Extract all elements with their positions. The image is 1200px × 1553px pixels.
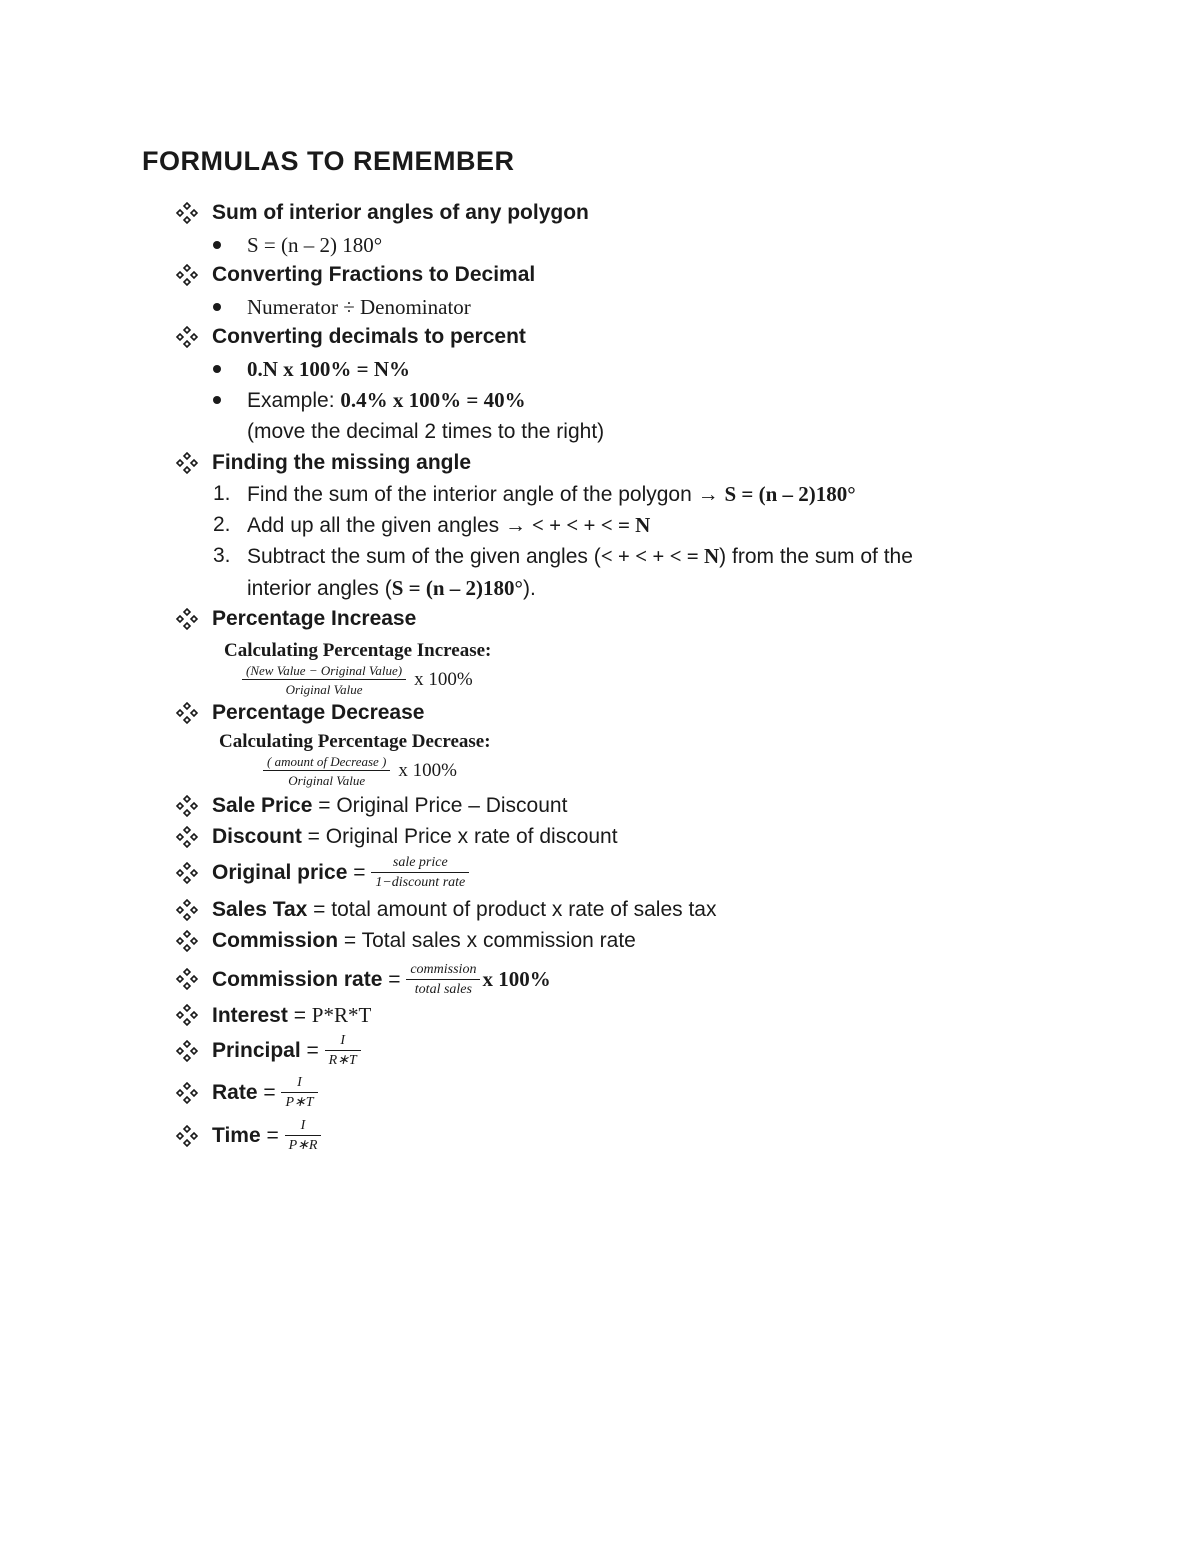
definition-text: = total amount of product x rate of sales tax — [307, 898, 717, 921]
fraction — [285, 1119, 322, 1153]
step-text-part: ) from the sum of the — [719, 545, 913, 568]
multiplier: x 100% — [414, 669, 473, 690]
equals-sign: = — [287, 1004, 312, 1027]
formula-equation — [263, 755, 491, 787]
four-diamond-bullet-icon — [176, 899, 198, 921]
filled-circle-bullet-icon — [213, 365, 221, 373]
fraction — [371, 856, 469, 890]
formula-equation — [242, 664, 491, 696]
four-diamond-bullet-icon — [176, 326, 198, 348]
formula-title: Calculating Percentage Decrease: — [219, 731, 491, 752]
formula-text: S = (n – 2)180° — [724, 482, 856, 506]
formula-title: Calculating Percentage Increase: — [224, 640, 492, 661]
fraction-numerator: ( amount of Decrease ) — [263, 755, 390, 771]
fraction — [406, 963, 480, 997]
term-label: Rate — [212, 1081, 258, 1104]
formula-text: S = (n – 2)180° — [391, 576, 523, 600]
step-number: 3. — [213, 544, 231, 567]
term-label: Commission rate — [212, 968, 383, 991]
definition-line — [212, 793, 567, 819]
equals-sign: = — [260, 1124, 285, 1147]
section-heading: Finding the missing angle — [212, 451, 472, 474]
step-text-part: ). — [522, 577, 536, 600]
section-heading: Percentage Increase — [212, 607, 417, 630]
equals-sign: = — [382, 968, 407, 991]
fraction-denominator: P∗T — [285, 1095, 314, 1111]
fraction-denominator: 1−discount rate — [375, 875, 466, 891]
definition-text: = Original Price x rate of discount — [301, 825, 618, 848]
four-diamond-bullet-icon — [176, 1004, 198, 1026]
fraction-denominator: P∗R — [288, 1138, 318, 1154]
definition-text: = Original Price – Discount — [312, 794, 568, 817]
four-diamond-bullet-icon — [176, 608, 198, 630]
multiplier: x 100% — [398, 760, 457, 781]
four-diamond-bullet-icon — [176, 795, 198, 817]
step-text — [247, 481, 856, 508]
fraction-denominator: R∗T — [328, 1053, 357, 1069]
filled-circle-bullet-icon — [213, 396, 221, 404]
term-label: Original price — [212, 861, 348, 884]
term-label: Discount — [212, 825, 302, 848]
four-diamond-bullet-icon — [176, 702, 198, 724]
fraction — [263, 755, 390, 787]
step-text — [247, 543, 913, 570]
step-text-part: Add up all the given angles → — [247, 514, 532, 537]
four-diamond-bullet-icon — [176, 968, 198, 990]
example-line — [247, 387, 526, 414]
filled-circle-bullet-icon — [213, 303, 221, 311]
four-diamond-bullet-icon — [176, 930, 198, 952]
step-text — [247, 575, 536, 602]
term-label: Sale Price — [212, 794, 313, 817]
section-heading: Percentage Decrease — [212, 701, 425, 724]
formula-text: 0.4% x 100% = 40% — [340, 388, 526, 412]
four-diamond-bullet-icon — [176, 202, 198, 224]
section-heading: Converting Fractions to Decimal — [212, 263, 536, 286]
fraction-denominator: total sales — [414, 982, 472, 998]
fraction-denominator: Original Value — [288, 773, 366, 788]
definition-line — [212, 958, 551, 1001]
percentage-decrease-formula — [219, 731, 491, 787]
four-diamond-bullet-icon — [176, 452, 198, 474]
page-title: FORMULAS TO REMEMBER — [142, 146, 515, 176]
equals-sign: = — [347, 861, 372, 884]
filled-circle-bullet-icon — [213, 241, 221, 249]
definition-line — [212, 1002, 371, 1029]
definition-line — [212, 1072, 318, 1114]
term-label: Sales Tax — [212, 898, 308, 921]
definition-line — [212, 1030, 361, 1072]
term-label: Interest — [212, 1004, 288, 1027]
multiplier: x 100% — [482, 967, 551, 991]
step-text — [247, 512, 650, 539]
fraction-numerator: commission — [406, 963, 480, 980]
formula-text: S = (n – 2) 180° — [247, 233, 383, 257]
fraction — [325, 1034, 361, 1068]
note-text: (move the decimal 2 times to the right) — [247, 420, 605, 443]
term-label: Time — [212, 1124, 261, 1147]
definition-line — [212, 852, 469, 894]
term-label: Principal — [212, 1039, 301, 1062]
four-diamond-bullet-icon — [176, 264, 198, 286]
fraction-numerator: I — [325, 1034, 361, 1051]
step-number: 1. — [213, 482, 231, 505]
formula-text: Numerator ÷ Denominator — [247, 295, 471, 319]
fraction-denominator: Original Value — [285, 682, 363, 697]
four-diamond-bullet-icon — [176, 862, 198, 884]
four-diamond-bullet-icon — [176, 1040, 198, 1062]
fraction-numerator: (New Value − Original Value) — [242, 664, 406, 680]
fraction-numerator: sale price — [371, 856, 469, 873]
formula-text: < + < + < = N — [531, 513, 651, 537]
step-text-part: Subtract the sum of the given angles ( — [247, 545, 601, 568]
example-label: Example: — [247, 389, 341, 412]
equals-sign: = — [257, 1081, 282, 1104]
definition-line — [212, 824, 618, 850]
four-diamond-bullet-icon — [176, 1082, 198, 1104]
section-heading: Sum of interior angles of any polygon — [212, 201, 589, 224]
fraction-numerator: I — [285, 1119, 322, 1136]
definition-line — [212, 1115, 321, 1157]
term-label: Commission — [212, 929, 339, 952]
definition-line — [212, 928, 636, 954]
step-number: 2. — [213, 513, 231, 536]
fraction — [242, 664, 406, 696]
section-heading: Converting decimals to percent — [212, 325, 526, 348]
step-text-part: interior angles ( — [247, 577, 392, 600]
formula-text: 0.N x 100% = N% — [247, 357, 411, 381]
equals-sign: = — [300, 1039, 325, 1062]
step-text-part: Find the sum of the interior angle of the polygon → — [247, 483, 725, 506]
four-diamond-bullet-icon — [176, 826, 198, 848]
definition-text: = Total sales x commission rate — [338, 929, 636, 952]
fraction — [281, 1076, 317, 1110]
formula-text: < + < + < = N — [600, 544, 720, 568]
definition-line — [212, 897, 717, 923]
four-diamond-bullet-icon — [176, 1125, 198, 1147]
formula-text: P*R*T — [311, 1003, 372, 1027]
fraction-numerator: I — [281, 1076, 317, 1093]
percentage-increase-formula — [224, 640, 491, 696]
